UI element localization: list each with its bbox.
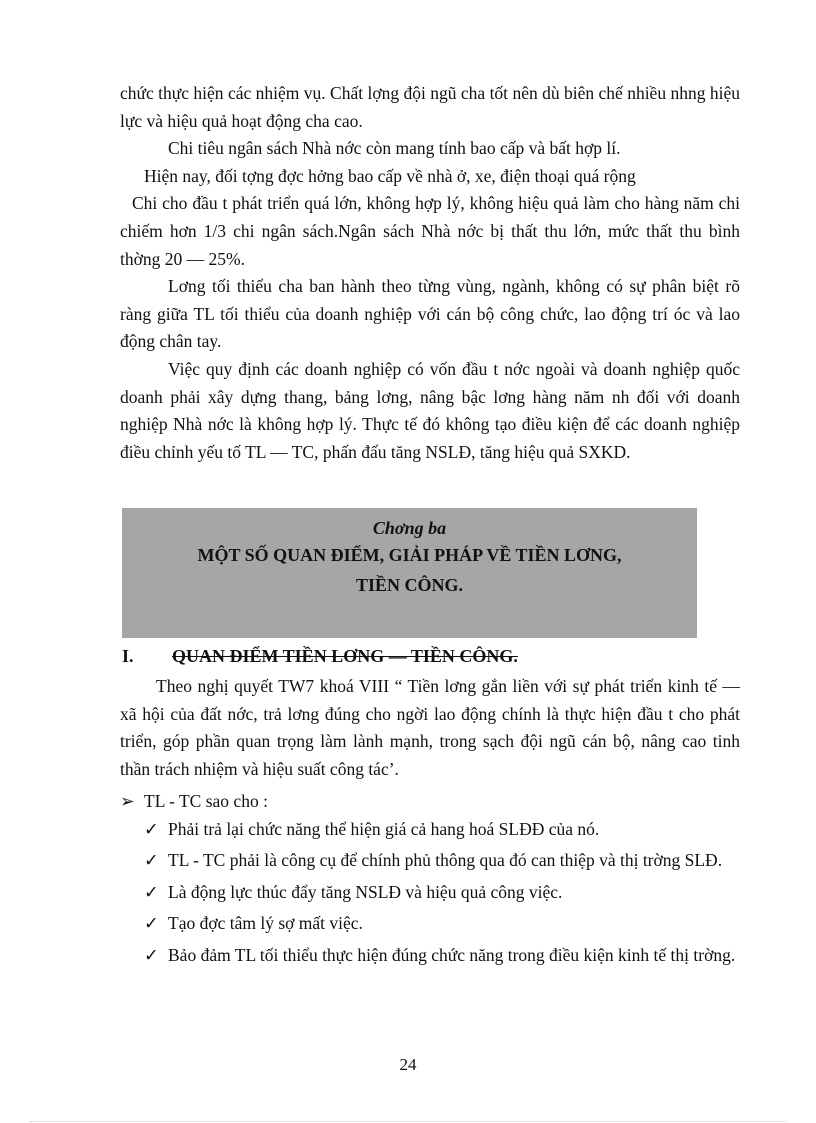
list-item: ✓ Bảo đảm TL tối thiểu thực hiện đúng chức năng trong điều kiện kinh tế thị trờng. (120, 942, 740, 970)
list-item: ✓ Phải trả lại chức năng thể hiện giá cả hang hoá SLĐĐ của nó. (120, 816, 740, 844)
arrow-bullet-icon: ➢ (120, 791, 135, 811)
section-paragraph: Theo nghị quyết TW7 khoá VIII “ Tiền lơng gắn liền với sự phát triển kinh tế — xã hội của đất nớc, trả lơng đúng cho ngời lao động chính là thực hiện đầu t cho phát triển, góp phần quan trọng làm lành mạnh, trong sạch đội ngũ cán bộ, nâng cao tinh thần trách nhiệm và hiệu suất công tác’. (120, 676, 740, 779)
section-number: I. (122, 646, 134, 666)
list-intro (120, 788, 740, 816)
paragraph-4: Chi cho đầu t phát triển quá lớn, không hợp lý, không hiệu quả làm cho hàng năm chi chiếm hơn 1/3 chi ngân sách.Ngân sách Nhà nớc bị thất thu lớn, mức thất thu bình thờng 20 — 25%. (120, 193, 740, 269)
list-item: ✓ Tạo đợc tâm lý sợ mất việc. (120, 910, 740, 938)
chapter-title-line-2: TIỀN CÔNG. (355, 575, 463, 595)
checkmark-icon: ✓ (144, 818, 159, 839)
top-body-text (120, 80, 740, 466)
section-body (120, 673, 740, 783)
chapter-label: Chơng ba (372, 518, 447, 538)
checkmark-icon: ✓ (144, 913, 159, 934)
list-intro-text: TL - TC sao cho : (144, 791, 268, 811)
paragraph-6: Việc quy định các doanh nghiệp có vốn đầu t nớc ngoài và doanh nghiệp quốc doanh phải xây dựng thang, bảng lơng, nâng bậc lơng hàng năm nh đối với doanh nghiệp Nhà nớc là không hợp lý. Thực tế đó không tạo điều kiện để các doanh nghiệp điều chỉnh yếu tố TL — TC, phấn đấu tăng NSLĐ, tăng hiệu quả SXKD. (120, 358, 740, 462)
section-title: QUAN ĐIỂM TIỀN LƠNG — TIỀN CÔNG. (172, 646, 518, 666)
section-heading (122, 646, 518, 667)
list-item: ✓ Là động lực thúc đẩy tăng NSLĐ và hiệu quả công việc. (120, 879, 740, 907)
paragraph-2: Chi tiêu ngân sách Nhà nớc còn mang tính bao cấp và bất hợp lí. (168, 138, 621, 159)
page-bottom-divider (30, 1121, 786, 1122)
paragraph-3: Hiện nay, đối tợng đợc hởng bao cấp về nhà ở, xe, điện thoại quá rộng (144, 165, 636, 186)
paragraph-5: Lơng tối thiểu cha ban hành theo từng vùng, ngành, không có sự phân biệt rõ ràng giữa TL tối thiểu của doanh nghiệp với cán bộ công chức, lao động trí óc và lao động chân tay. (120, 276, 740, 352)
list-item: ✓ TL - TC phải là công cụ để chính phủ thông qua đó can thiệp và thị trờng SLĐ. (120, 847, 740, 875)
paragraph-1: chức thực hiện các nhiệm vụ. Chất lợng đội ngũ cha tốt nên dù biên chế nhiều nhng hiệu lực và hiệu quả hoạt động cha cao. (120, 83, 740, 131)
page-number: 24 (399, 1055, 417, 1074)
checkmark-icon: ✓ (144, 881, 159, 902)
criteria-list (120, 788, 740, 974)
checkmark-icon: ✓ (144, 850, 159, 871)
chapter-heading-box (122, 508, 697, 638)
chapter-title-line-1: MỘT SỐ QUAN ĐIỂM, GIẢI PHÁP VỀ TIỀN LƠNG, (197, 545, 622, 565)
checkmark-icon: ✓ (144, 944, 159, 965)
